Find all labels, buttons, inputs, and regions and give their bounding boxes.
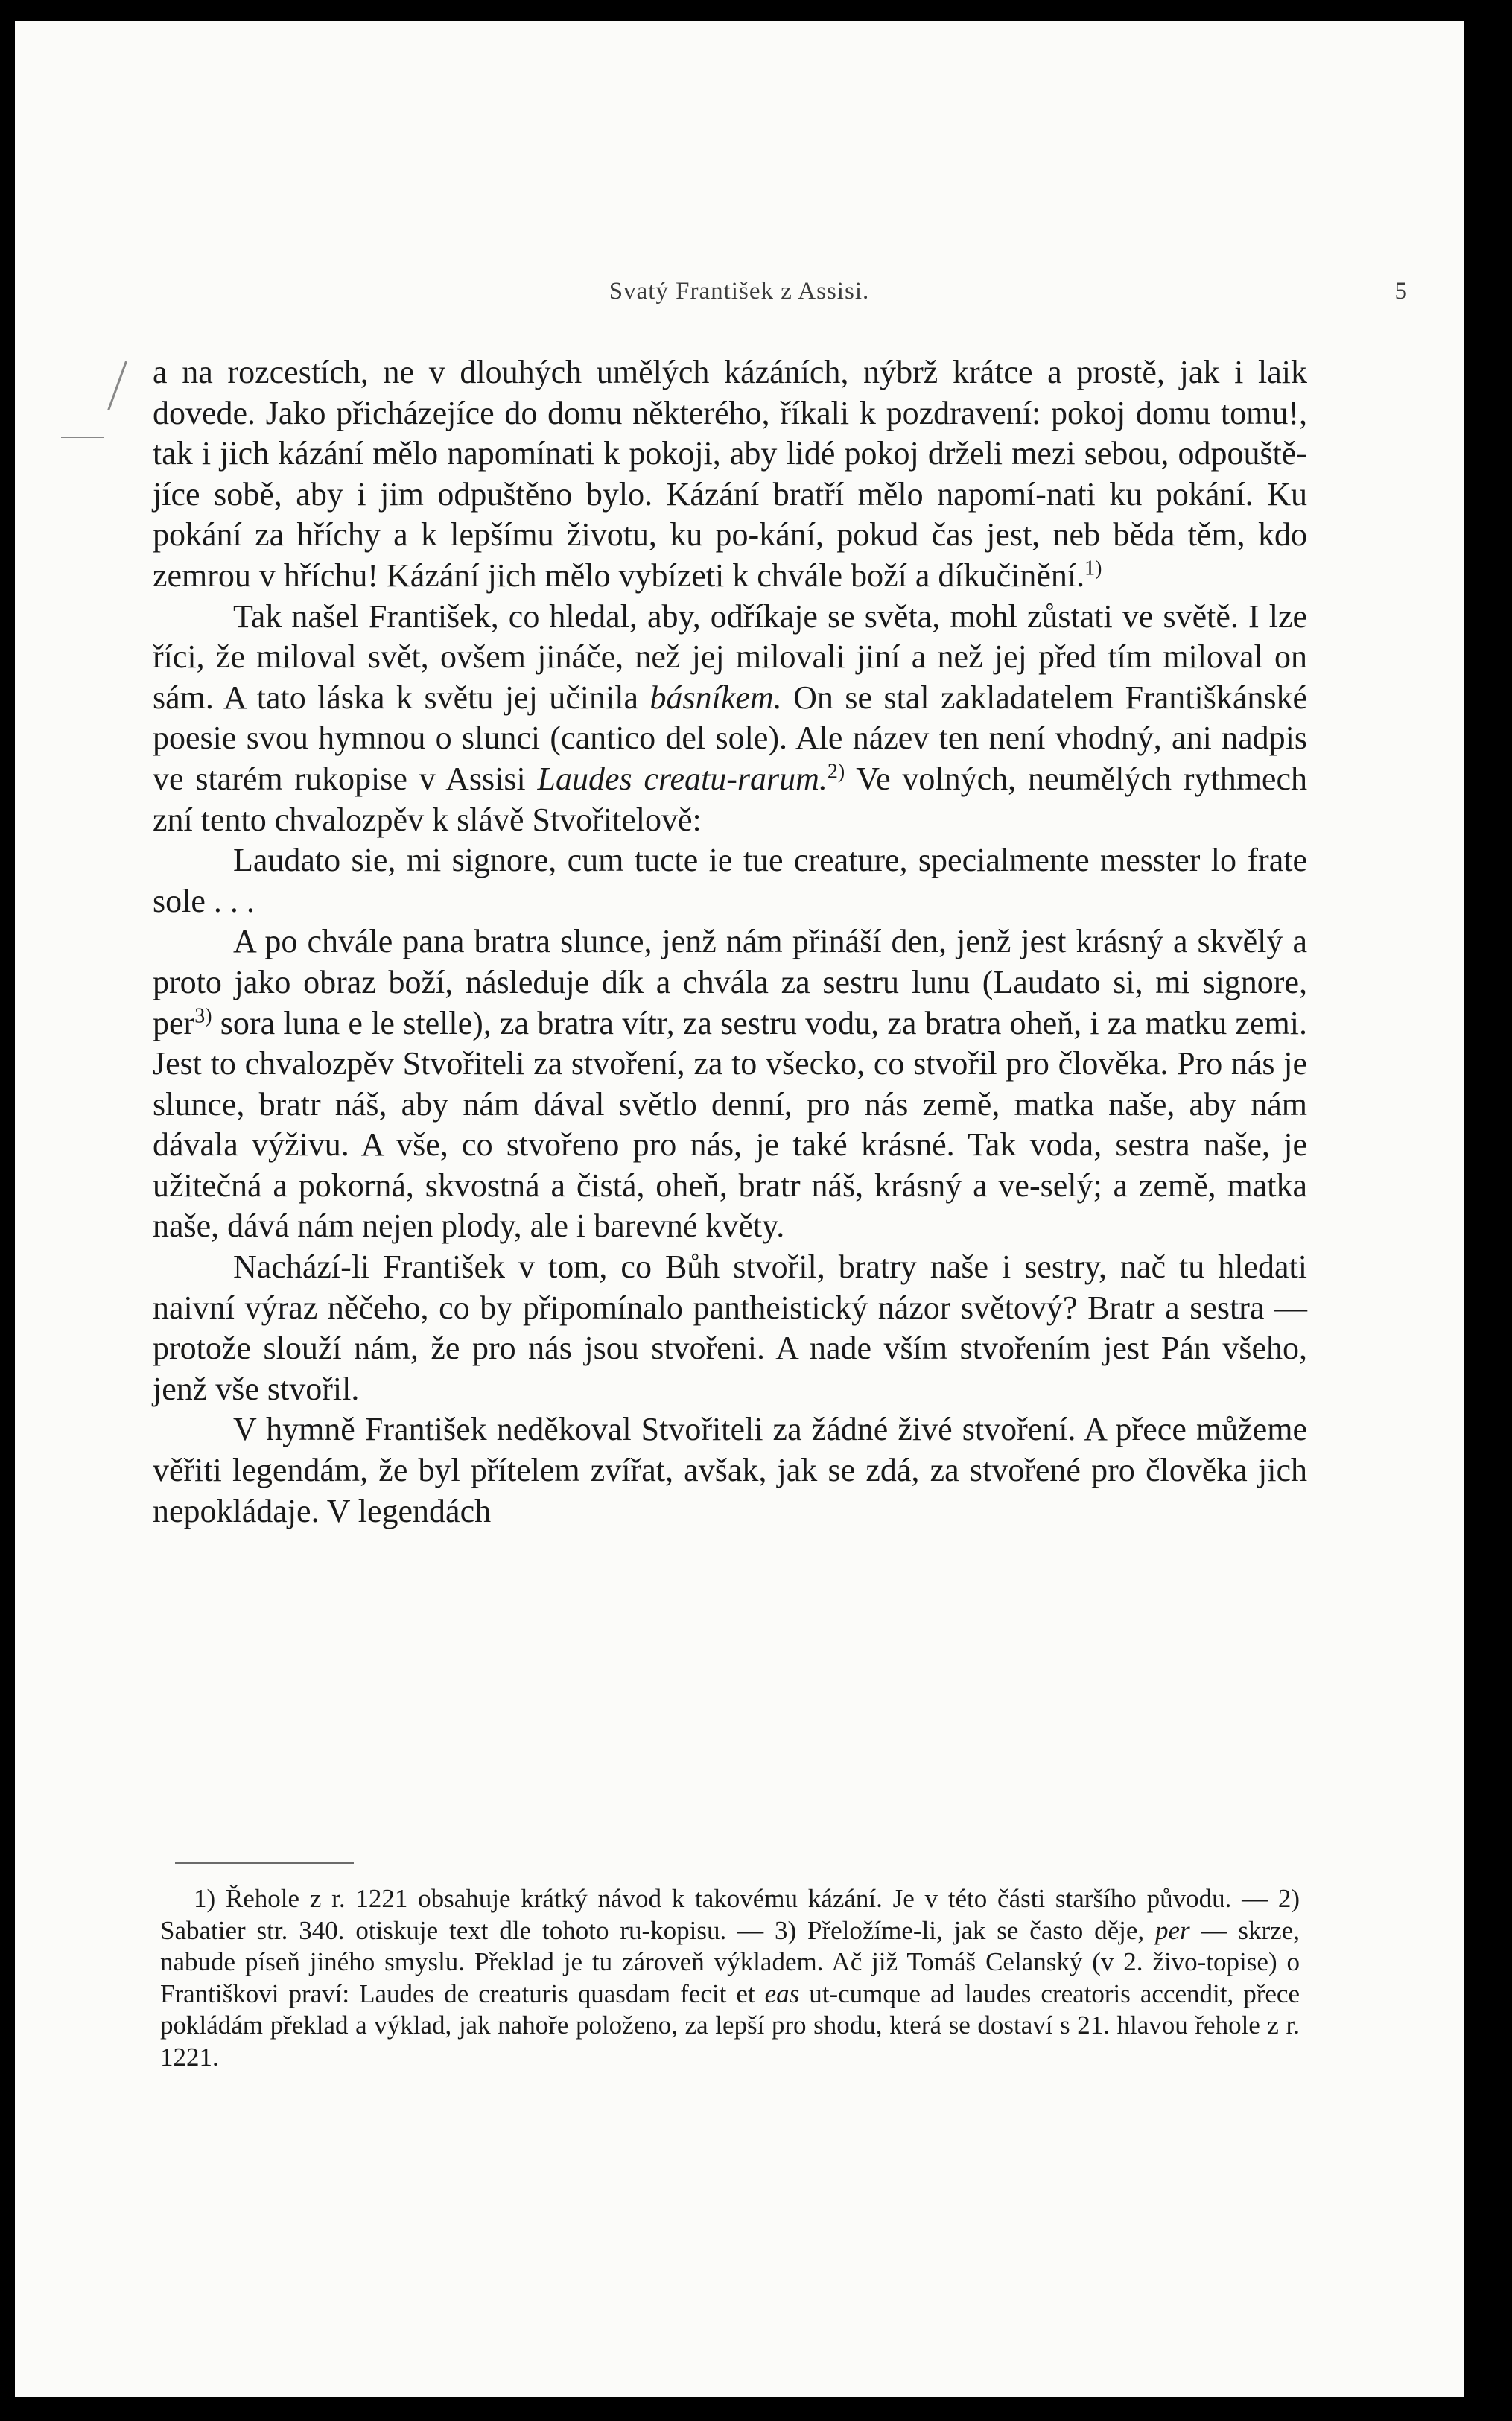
paragraph-2-text-c: Ve volných, neumělých rythmech zní tento chvalozpěv k slávě Stvořitelově: (153, 760, 1307, 838)
italic-laudes-creaturarum: Laudes creatu-rarum. (537, 760, 828, 797)
paragraph-5: Nachází-li František v tom, co Bůh stvořil, bratry naše i sestry, nač tu hledati naivní výraz něčeho, co by připomínalo pantheistický názor světový? Bratr a sestra — protože slouží nám, že pro nás jsou stvořeni. A nade vším stvořením jest Pán všeho, jenž vše stvořil. (153, 1248, 1307, 1407)
paragraph-4 (153, 921, 1307, 1247)
margin-pencil-dash (61, 437, 104, 438)
footnote-text-b: — skrze, nabude píseň jiného smyslu. Překlad je tu zároveň výkladem. Ač již Tomáš Celanský (v 2. živo-topise) o Františkovi praví: Laudes de creaturis quasdam fecit et (160, 1915, 1300, 2008)
paragraph-1-text: a na rozcestích, ne v dlouhých umělých kázáních, nýbrž krátce a prostě, jak i laik dovede. Jako přicházejíce do domu některého, říkali k pozdravení: pokoj domu tomu!, tak i jich kázání mělo napomínati k pokoji, aby lidé pokoj drželi mezi sebou, odpouště-jíce sobě, aby i jim odpuštěno bylo. Kázání bratří mělo napomí-nati ku pokání. Ku pokání za hříchy a k lepšímu životu, ku po-kání, pokud čas jest, neb běda těm, kdo zemrou v hříchu! Kázání jich mělo vybízeti k chvále boží a díkučinění. (153, 354, 1307, 594)
quotation-laudato: Laudato sie, mi signore, cum tucte ie tue creature, specialmente messter lo frate sole . . . (153, 842, 1307, 919)
italic-basnikem: básníkem. (649, 679, 782, 716)
paragraph-6: V hymně František neděkoval Stvořiteli za žádné živé stvoření. A přece můžeme věřiti legendám, že byl přítelem zvířat, avšak, jak se zdá, za stvořené pro člověka jich nepokládaje. V legendách (153, 1411, 1307, 1529)
footnote-ref-3: 3) (194, 1003, 212, 1027)
paragraph-1 (153, 352, 1307, 597)
paragraph-2-text-b: On se stal zakladatelem Františkánské poesie svou hymnou o slunci (cantico del sole). Ale název ten není vhodný, ani nadpis ve starém rukopise v Assisi (153, 679, 1307, 797)
footnote-italic-eas: eas (764, 1979, 800, 2008)
footnote-text-c: ut-cumque ad laudes creatoris accendit, přece pokládám překlad a výklad, jak nahoře položeno, za lepší pro shodu, která se dostaví s 21. hlavou řehole z r. 1221. (160, 1979, 1300, 2072)
footnote-text-a: 1) Řehole z r. 1221 obsahuje krátký návod k takovému kázání. Je v této části staršího původu. — 2) Sabatier str. 340. otiskuje text dle tohoto ru-kopisu. — 3) Přeložíme-li, jak se často děje, (160, 1884, 1300, 1945)
paragraph-4-text-b: sora luna e le stelle), za bratra vítr, za sestru vodu, za bratra oheň, i za matku zemi. Jest to chvalozpěv Stvořiteli za stvoření, za to všecko, co stvořil pro člověka. Pro nás je slunce, bratr náš, aby nám dával světlo denní, pro nás země, matka naše, aby nám dávala výživu. A vše, co stvořeno pro nás, je také krásné. Tak voda, sestra naše, je užitečná a pokorná, skvostná a čistá, oheň, bratr náš, krásný a ve-selý; a země, matka naše, dává nám nejen plody, ale i barevné květy. (153, 1004, 1307, 1245)
main-text (153, 352, 1307, 1532)
page-number: 5 (1394, 278, 1408, 305)
margin-pencil-mark (107, 361, 127, 411)
footnote-rule (175, 1862, 354, 1864)
book-page (15, 21, 1464, 2397)
paragraph-2 (153, 597, 1307, 841)
footnote-block (160, 1883, 1300, 2074)
paragraph-2-text-a: Tak našel František, co hledal, aby, odříkaje se světa, mohl zůstati ve světě. I lze říci, že miloval svět, ovšem jináče, než jej milovali jiní a než jej před tím miloval on sám. A tato láska k světu jej učinila (153, 597, 1307, 716)
footnote-ref-1: 1) (1084, 556, 1102, 580)
footnotes (160, 1883, 1300, 2074)
footnote-ref-2: 2) (827, 760, 845, 784)
paragraph-4-text-a: A po chvále pana bratra slunce, jenž nám přináší den, jenž jest krásný a skvělý a proto jako obraz boží, následuje dík a chvála za sestru lunu (Laudato si, mi signore, per (153, 923, 1307, 1041)
footnote-italic-per: per (1154, 1915, 1190, 1945)
running-title: Svatý František z Assisi. (609, 278, 870, 305)
